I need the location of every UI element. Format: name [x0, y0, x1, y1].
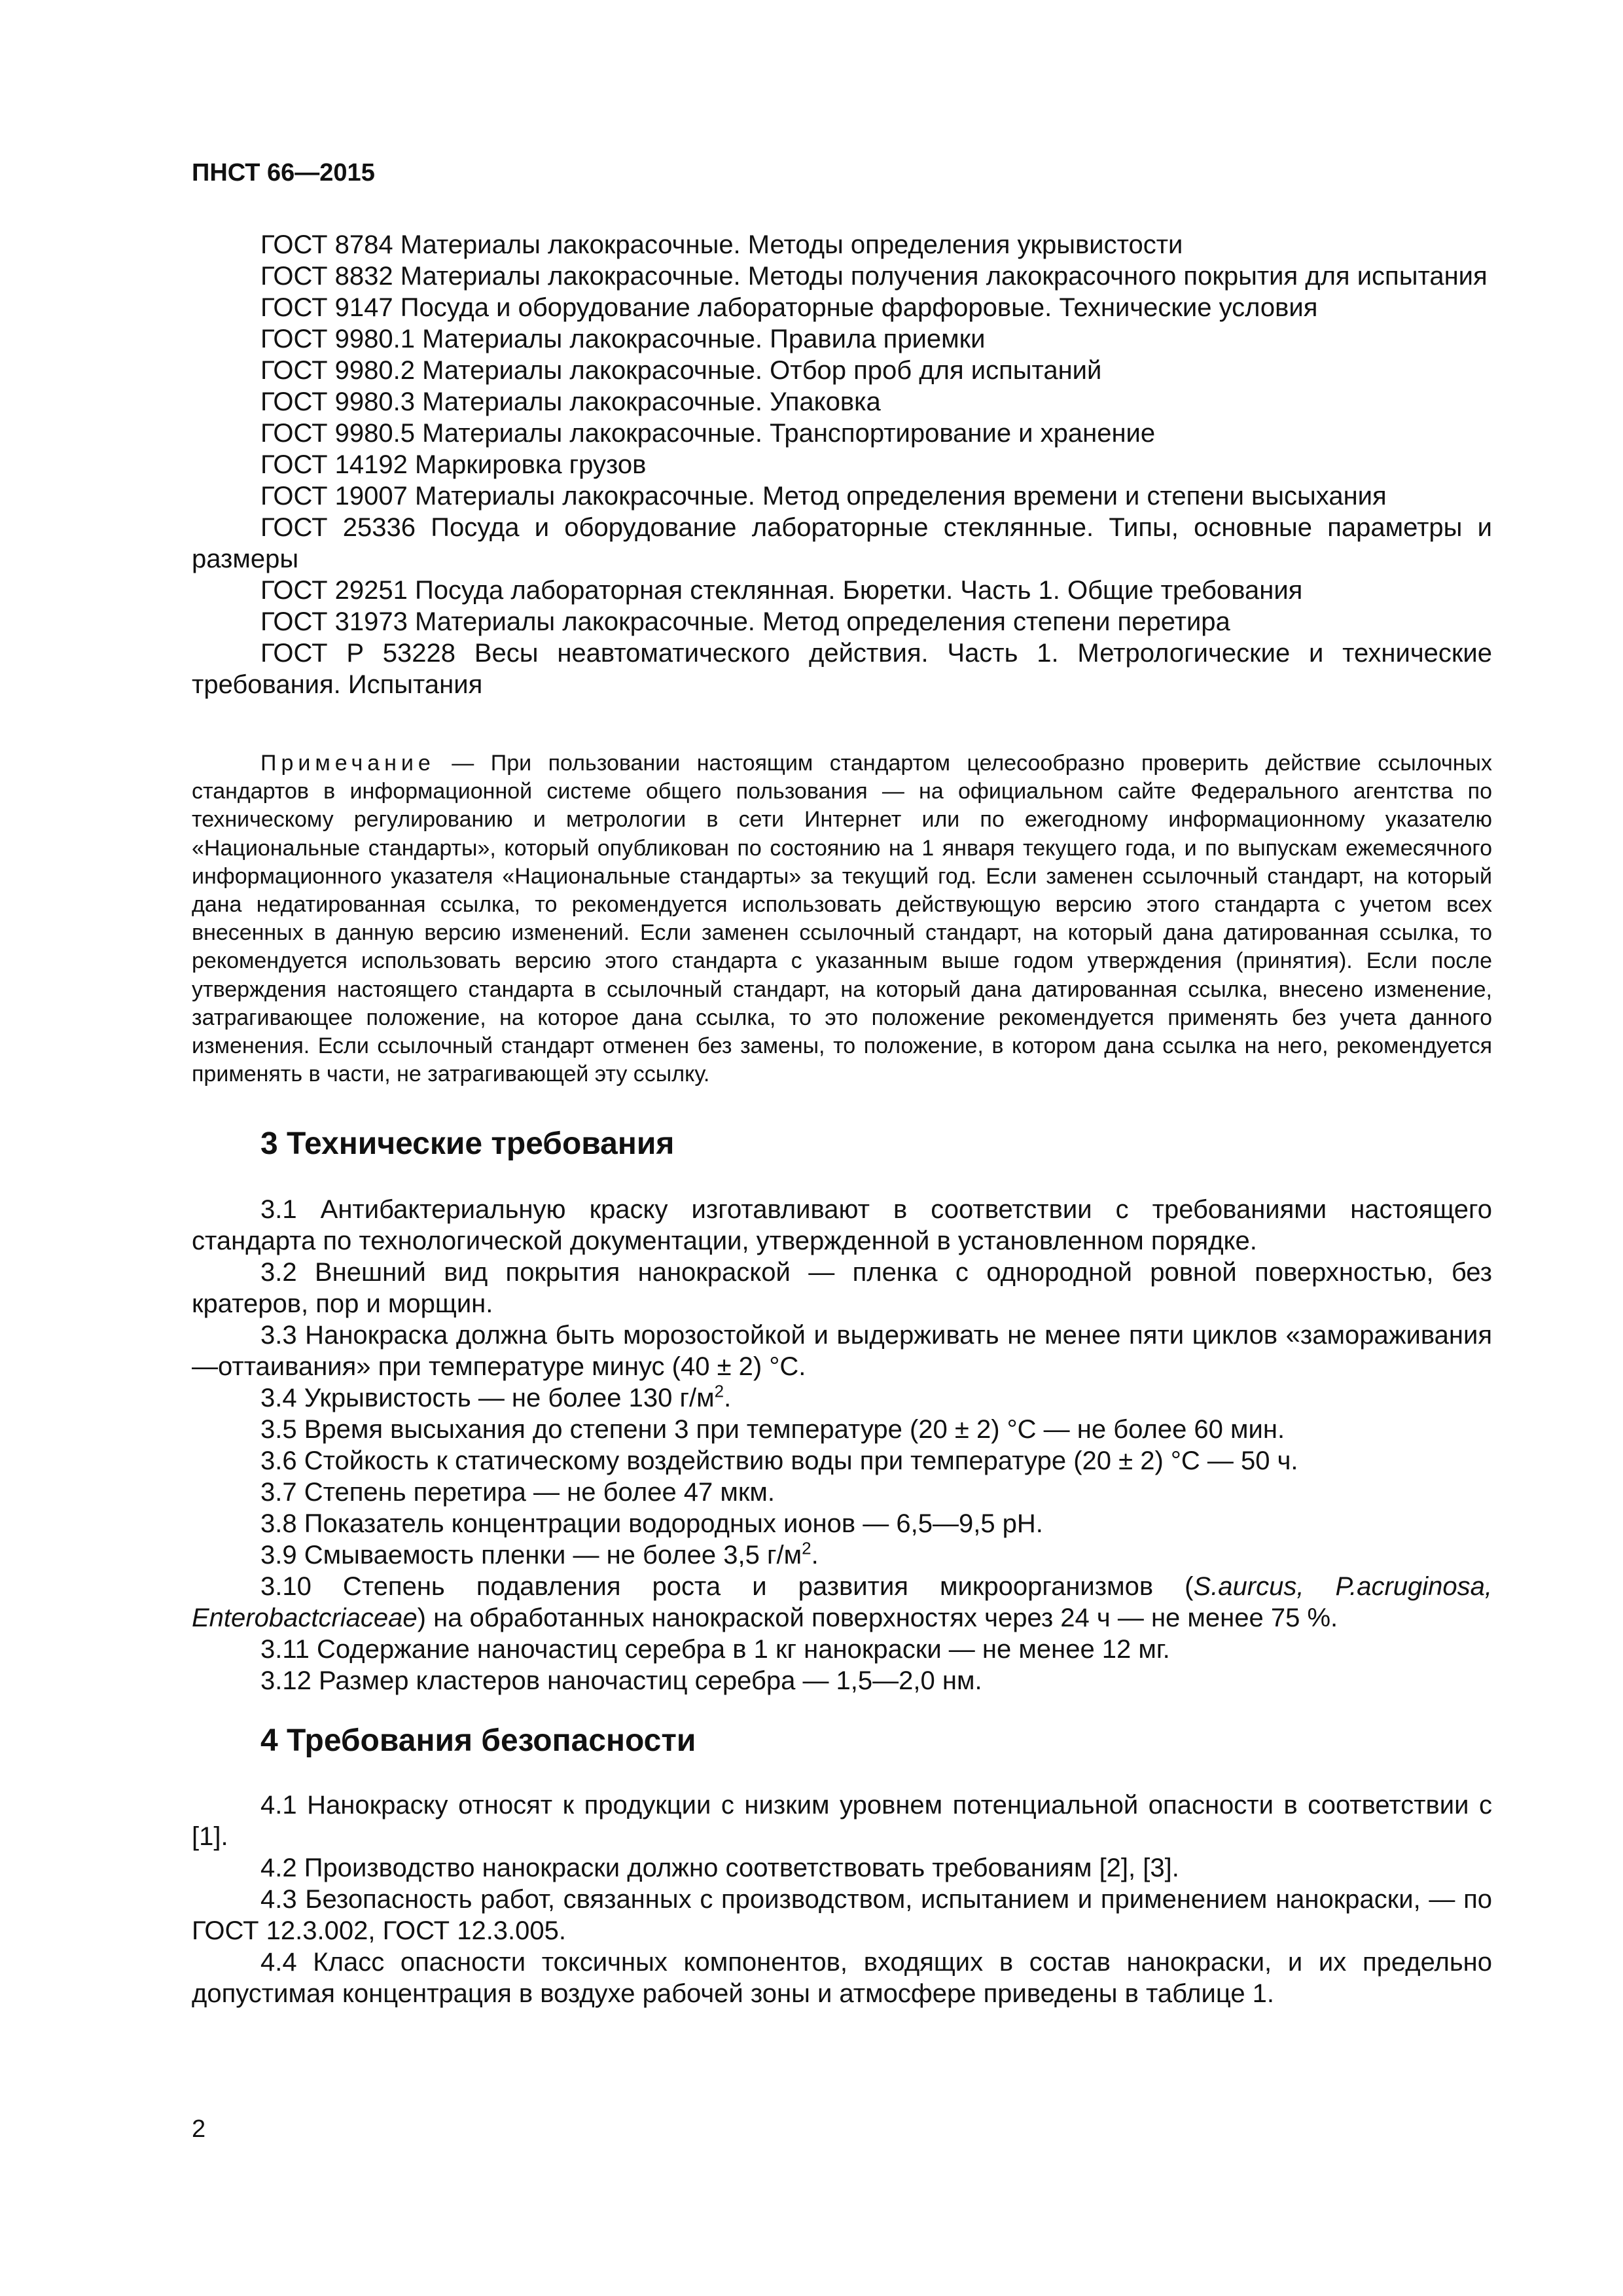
- clause-3-2: 3.2 Внешний вид покрытия нанокраской — пленка с однородной ровной поверхностью, без кратеров, пор и морщин.: [192, 1258, 1492, 1318]
- reference-item: ГОСТ 8832 Материалы лакокрасочные. Методы получения лакокрасочного покрытия для испытания: [260, 262, 1488, 291]
- reference-item: ГОСТ 31973 Материалы лакокрасочные. Метод определения степени перетира: [260, 607, 1230, 636]
- note-text: — При пользовании настоящим стандартом целесообразно проверить действие ссылочных стандартов в информационной системе общего пользования — на официальном сайте Федерального агентства по техническому регулированию и метрологии в сети Интернет или по ежегодному информационному указателю «Национальные стандарты», который опубликован по состоянию на 1 января текущего года, и по выпускам ежемесячного информационного указателя «Национальные стандарты» за текущий год. Если заменен ссылочный стандарт, на который дана недатированная ссылка, то рекомендуется использовать действующую версию этого стандарта с учетом всех внесенных в данную версию изменений. Если заменен ссылочный стандарт, на который дана датированная ссылка, то рекомендуется использовать версию этого стандарта с указанным выше годом утверждения (принятия). Если после утверждения настоящего стандарта в ссылочный стандарт, на который дана датированная ссылка, внесено изменение, затрагивающее положение, на которое дана ссылка, то это положение рекомендуется применять без учета данного изменения. Если ссылочный стандарт отменен без замены, то положение, в котором дана ссылка на него, рекомендуется применять в части, не затрагивающей эту ссылку.: [192, 751, 1492, 1087]
- clause-4-2: 4.2 Производство нанокраски должно соответствовать требованиям [2], [3].: [260, 1854, 1179, 1882]
- clause-3-5: 3.5 Время высыхания до степени 3 при температуре (20 ± 2) °С — не более 60 мин.: [260, 1415, 1285, 1444]
- section-3-body: [192, 1194, 1492, 1696]
- reference-item: ГОСТ 9147 Посуда и оборудование лабораторные фарфоровые. Технические условия: [260, 293, 1318, 322]
- reference-item: ГОСТ 9980.3 Материалы лакокрасочные. Упаковка: [260, 387, 881, 416]
- section-3-heading: 3 Технические требования: [260, 1126, 675, 1161]
- reference-item: ГОСТ 9980.2 Материалы лакокрасочные. Отбор проб для испытаний: [260, 356, 1102, 385]
- document-code-header: ПНСТ 66—2015: [192, 159, 375, 187]
- clause-4-4: 4.4 Класс опасности токсичных компонентов, входящих в состав нанокраски, и их предельно допустимая концентрация в воздухе рабочей зоны и атмосфере приведены в таблице 1.: [192, 1948, 1492, 2008]
- note-label: Примечание: [260, 751, 435, 776]
- clause-3-1: 3.1 Антибактериальную краску изготавливают в соответствии с требованиями настоящего стандарта по технологической документации, утвержденной в установленном порядке.: [192, 1195, 1492, 1255]
- clause-3-8: 3.8 Показатель концентрации водородных ионов — 6,5—9,5 pH.: [260, 1509, 1043, 1538]
- clause-3-7: 3.7 Степень перетира — не более 47 мкм.: [260, 1478, 776, 1507]
- microorganisms-list: S.aurcus, P.acruginosa, Enterobactcriaceae: [192, 1572, 1492, 1632]
- clause-3-3: 3.3 Нанокраска должна быть морозостойкой и выдерживать не менее пяти циклов «замораживания—оттаивания» при температуре минус (40 ± 2) °С.: [192, 1321, 1492, 1381]
- clause-3-6: 3.6 Стойкость к статическому воздействию воды при температуре (20 ± 2) °С — 50 ч.: [260, 1446, 1298, 1475]
- reference-item: ГОСТ 29251 Посуда лабораторная стеклянная. Бюретки. Часть 1. Общие требования: [260, 576, 1303, 605]
- reference-item: ГОСТ 25336 Посуда и оборудование лабораторные стеклянные. Типы, основные параметры и размеры: [192, 513, 1492, 573]
- note-paragraph: [192, 749, 1492, 1088]
- clause-3-11: 3.11 Содержание наночастиц серебра в 1 кг нанокраски — не менее 12 мг.: [260, 1635, 1170, 1664]
- clause-3-4: 3.4 Укрывистость — не более 130 $г/м^2$.: [260, 1381, 732, 1412]
- section-4-heading: 4 Требования безопасности: [260, 1723, 696, 1758]
- section-4-body: [192, 1789, 1492, 2009]
- clause-3-10: 3.10 Степень подавления роста и развития микроорганизмов (S.aurcus, P.acruginosa, Enterobactcriaceae) на обработанных нанокраской поверхностях через 24 ч — не менее 75 %.: [192, 1572, 1492, 1632]
- clause-4-1: 4.1 Нанокраску относят к продукции с низким уровнем потенциальной опасности в соответствии с [1].: [192, 1791, 1492, 1851]
- reference-item: ГОСТ 19007 Материалы лакокрасочные. Метод определения времени и степени высыхания: [260, 482, 1387, 511]
- normative-references-list: [192, 229, 1492, 700]
- clause-3-9: 3.9 Смываемость пленки — не более 3,5 $г/м^2$.: [260, 1538, 819, 1570]
- page-number: 2: [192, 2115, 206, 2143]
- clause-4-3: 4.3 Безопасность работ, связанных с производством, испытанием и применением нанокраски, — по ГОСТ 12.3.002, ГОСТ 12.3.005.: [192, 1885, 1492, 1945]
- reference-item: ГОСТ 9980.5 Материалы лакокрасочные. Транспортирование и хранение: [260, 419, 1156, 448]
- clause-3-12: 3.12 Размер кластеров наночастиц серебра — 1,5—2,0 нм.: [260, 1666, 982, 1695]
- reference-item: ГОСТ Р 53228 Весы неавтоматического действия. Часть 1. Метрологические и технические требования. Испытания: [192, 639, 1493, 699]
- reference-item: ГОСТ 14192 Маркировка грузов: [260, 450, 647, 479]
- reference-item: ГОСТ 8784 Материалы лакокрасочные. Методы определения укрывистости: [260, 230, 1183, 259]
- reference-item: ГОСТ 9980.1 Материалы лакокрасочные. Правила приемки: [260, 325, 986, 353]
